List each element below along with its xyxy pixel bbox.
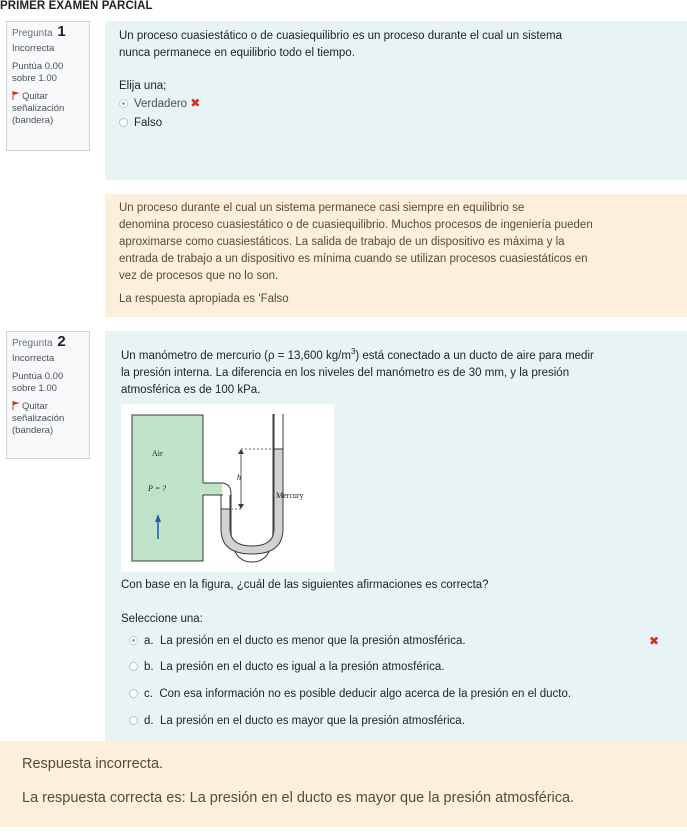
radio-button[interactable] xyxy=(129,662,138,671)
answer-option-a[interactable] xyxy=(129,630,669,652)
question-info-2 xyxy=(6,331,90,459)
answer-option-false[interactable] xyxy=(119,114,673,132)
flag-label-line2: señalización xyxy=(12,103,65,114)
answer-option-d[interactable] xyxy=(129,710,669,732)
option-letter: c. xyxy=(144,688,153,700)
overall-feedback-2 xyxy=(0,741,687,827)
feedback-line: Un proceso durante el cual un sistema permanece casi siempre en equilibrio se xyxy=(119,202,525,214)
question-state: Incorrecta xyxy=(12,43,55,54)
radio-button[interactable] xyxy=(129,636,138,645)
answer-prompt: Seleccione una: xyxy=(121,613,203,625)
question-number-1 xyxy=(12,23,84,40)
flag-question-link[interactable] xyxy=(12,91,84,127)
question-text-line xyxy=(121,343,681,365)
radio-button[interactable] xyxy=(119,99,128,108)
option-label: La presión en el ducto es menor que la presión atmosférica. xyxy=(159,635,466,647)
connector-tube xyxy=(202,483,222,495)
page-title: PRIMER EXAMEN PARCIAL xyxy=(0,0,153,12)
question-number-2 xyxy=(12,333,84,350)
h-label: h xyxy=(237,473,241,482)
mercury-label: Mercury xyxy=(276,491,304,500)
answer-prompt: Elija una; xyxy=(119,80,167,92)
question-info-1 xyxy=(6,21,90,151)
radio-button[interactable] xyxy=(129,689,138,698)
question-text-line: la presión interna. La diferencia en los niveles del manómetro es de 30 mm, y la presión xyxy=(121,366,570,379)
right-answer: La respuesta apropiada es 'Falso xyxy=(119,293,289,305)
radio-button[interactable] xyxy=(129,716,138,725)
question-content-1 xyxy=(105,21,687,180)
manometer-figure xyxy=(121,404,334,572)
answer-option-true[interactable] xyxy=(119,92,673,114)
cross-icon: ✖ xyxy=(648,634,659,648)
answer-option-c[interactable] xyxy=(129,683,669,705)
question-text-line: Un proceso cuasiestático o de cuasiequilibrio es un proceso durante el cual un sistema xyxy=(119,30,563,42)
air-label: Air xyxy=(152,449,163,458)
option-letter: d. xyxy=(144,715,154,727)
cross-icon: ✖ xyxy=(190,96,201,110)
flag-label-line1: Quitar xyxy=(22,401,48,412)
flag-icon xyxy=(12,401,20,410)
question-label: Pregunta xyxy=(12,28,53,39)
question-text-part: ) está conectado a un ducto de aire para medir xyxy=(355,349,594,362)
feedback-line: denomina proceso cuasiestático o de cuasiequilibrio. Muchos procesos de ingeniería pueden xyxy=(119,219,593,231)
flag-question-link[interactable] xyxy=(12,401,84,437)
option-label: La presión en el ducto es igual a la presión atmosférica. xyxy=(159,661,445,673)
correct-answer-text: La respuesta correcta es: La presión en el ducto es mayor que la presión atmosférica. xyxy=(22,790,575,806)
flag-icon xyxy=(12,91,20,100)
feedback-line: aproximarse como cuasiestáticos. La salida de trabajo de un dispositivo es máxima y la xyxy=(119,236,565,248)
specific-feedback-1 xyxy=(105,194,687,317)
question-score-line2: sobre 1.00 xyxy=(12,383,57,394)
question-text-line: nunca permanece en equilibrio todo el tiempo. xyxy=(119,47,355,59)
option-label: Con esa información no es posible deducir algo acerca de la presión en el ducto. xyxy=(159,688,572,700)
option-letter: a. xyxy=(144,635,154,647)
question-score-line1: Puntúa 0.00 xyxy=(12,61,64,72)
question-text-part: Un manómetro de mercurio (ρ = 13,600 kg/m xyxy=(121,349,351,362)
question-label: Pregunta xyxy=(12,338,53,349)
question-state: Incorrecta xyxy=(12,353,55,364)
radio-button[interactable] xyxy=(119,118,128,127)
superscript: 3 xyxy=(350,347,356,356)
question-text-1 xyxy=(119,28,673,62)
flag-label-line2: señalización xyxy=(12,413,65,424)
question-score-line2: sobre 1.00 xyxy=(12,73,57,84)
question-content-2 xyxy=(105,331,687,741)
question-score-line1: Puntúa 0.00 xyxy=(12,371,64,382)
question-text-2 xyxy=(121,343,681,399)
feedback-line: vez de procesos que no lo son. xyxy=(119,270,279,282)
result-text: Respuesta incorrecta. xyxy=(22,756,164,772)
question-number: 1 xyxy=(57,23,66,40)
flag-label-line1: Quitar xyxy=(22,91,48,102)
manometer-diagram xyxy=(121,404,334,572)
feedback-line: entrada de trabajo a un dispositivo es mínima cuando se utilizan procesos cuasiestáticos en xyxy=(119,253,588,265)
answer-option-b[interactable] xyxy=(129,656,669,678)
option-label: Falso xyxy=(134,117,163,129)
pressure-label: P = ? xyxy=(148,484,167,493)
option-label: La presión en el ducto es mayor que la presión atmosférica. xyxy=(159,715,465,727)
air-duct xyxy=(132,415,203,561)
flag-label-line3: (bandera) xyxy=(12,115,54,126)
question-number: 2 xyxy=(57,333,66,350)
option-label: Verdadero xyxy=(134,98,188,110)
question-text-line: atmosférica es de 100 kPa. xyxy=(121,383,261,396)
flag-label-line3: (bandera) xyxy=(12,425,54,436)
option-letter: b. xyxy=(144,661,154,673)
question-prompt: Con base en la figura, ¿cuál de las siguientes afirmaciones es correcta? xyxy=(121,579,489,591)
